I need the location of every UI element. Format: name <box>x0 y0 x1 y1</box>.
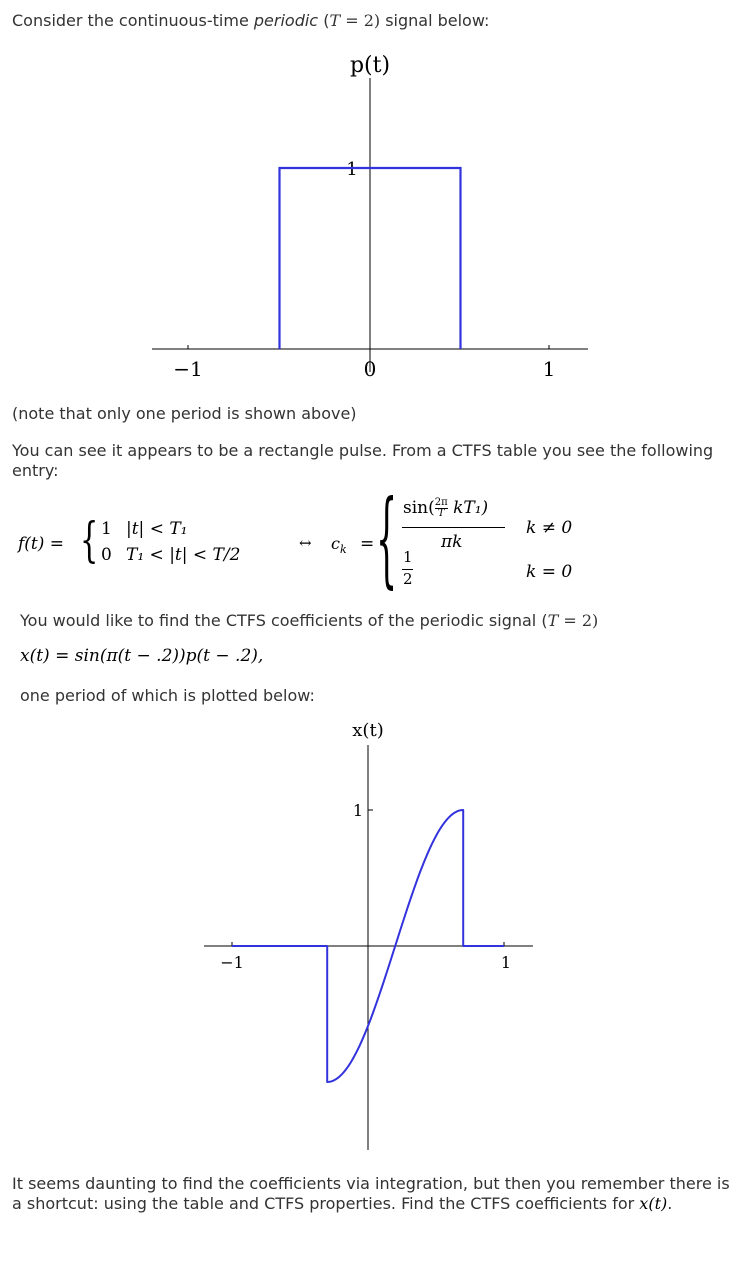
case1-inner-den: T <box>437 508 445 519</box>
ck-letter: c <box>331 534 340 553</box>
find-period-symbol: T <box>547 611 559 630</box>
intro-before: Consider the continuous-time <box>12 11 254 30</box>
signal-xlabel-1: 1 <box>500 953 512 972</box>
final-var: x(t) <box>639 1194 668 1213</box>
one-period-text: one period of which is plotted below: <box>20 686 315 705</box>
final-paragraph <box>12 1174 730 1214</box>
find-text: You would like to find the CTFS coefficients of the periodic signal ( <box>20 611 548 630</box>
intro-after: signal below: <box>380 11 490 30</box>
f-row1-condition: |t| < T₁ <box>126 519 188 539</box>
ck-subscript: k <box>339 543 347 557</box>
f-row1-value: 1 <box>101 519 112 539</box>
right-brace: { <box>376 477 398 599</box>
final-text: It seems daunting to find the coefficients via integration, but then you remember there is a shortcut: using the table and CTFS properties. Find the CTFS coefficients for <box>12 1174 730 1213</box>
case2-condition: k = 0 <box>526 562 573 582</box>
intro-period-symbol: T <box>329 11 341 30</box>
case1-inner-num: 2π <box>434 497 448 508</box>
note-text: (note that only one period is shown above) <box>12 404 357 423</box>
intro-period-value: = 2) <box>340 11 381 30</box>
intro-paren: ( <box>318 11 330 30</box>
signal-plot-title: x(t) <box>352 720 384 741</box>
case1-sin: sin( <box>403 498 435 518</box>
f-lhs: f(t) = <box>18 534 65 554</box>
left-brace: { <box>80 512 99 568</box>
pulse-ylabel-1: 1 <box>346 159 358 180</box>
final-end: . <box>667 1194 673 1213</box>
pulse-xlabel-1: 1 <box>542 357 556 381</box>
pulse-xlabel-neg1: −1 <box>173 357 203 381</box>
case1-condition: k ≠ 0 <box>526 518 573 538</box>
f-row2-value: 0 <box>101 545 112 565</box>
rect-paragraph: You can see it appears to be a rectangle pulse. From a CTFS table you see the following entry: <box>12 441 714 480</box>
signal-xlabel-neg1: −1 <box>220 953 244 972</box>
signal-ylabel-1: 1 <box>352 801 364 820</box>
x-definition: x(t) = sin(π(t − .2))p(t − .2), <box>20 646 264 666</box>
pulse-xlabel-0: 0 <box>363 357 377 381</box>
find-period-value: = 2) <box>558 611 599 630</box>
f-row2-condition: T₁ < |t| < T/2 <box>126 545 241 565</box>
case1-sin-arg: kT₁) <box>447 498 489 518</box>
ck-equals: = <box>360 534 375 554</box>
equivalence-arrow: ↔ <box>299 534 312 552</box>
intro-emphasis: periodic <box>253 11 319 30</box>
case1-denominator: πk <box>441 532 463 552</box>
case2-denominator: 2 <box>403 570 413 588</box>
case2-numerator: 1 <box>403 548 413 566</box>
pulse-plot-title: p(t) <box>349 53 391 78</box>
